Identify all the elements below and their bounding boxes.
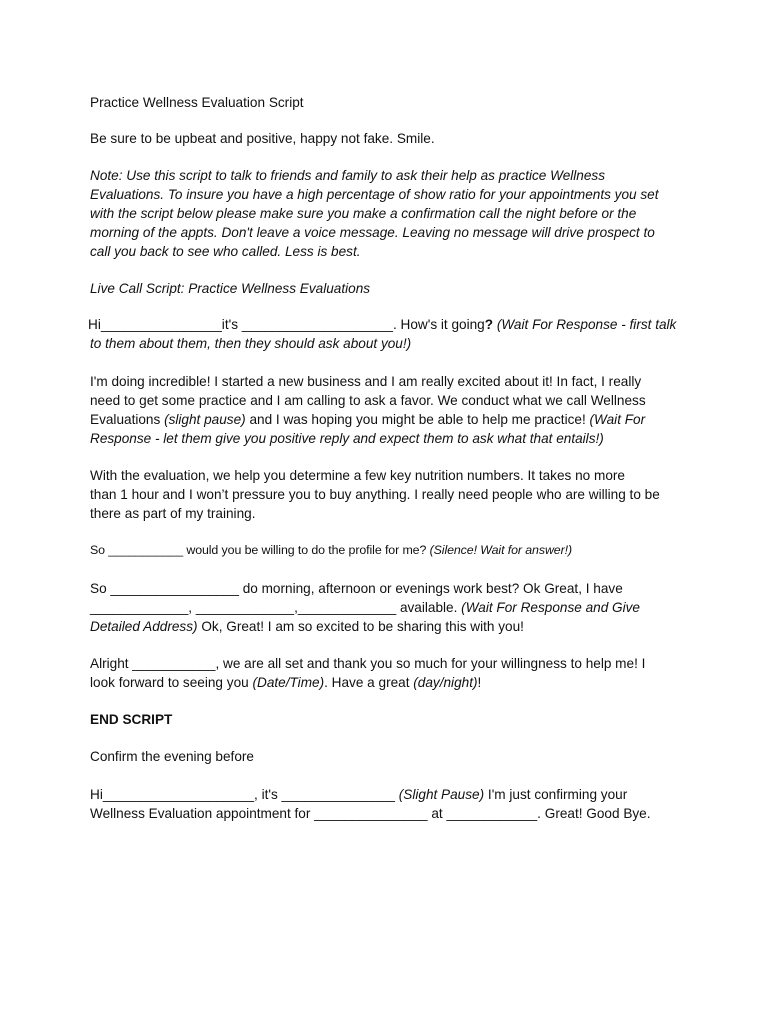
p4-direction: (Wait For Response and Give: [461, 600, 640, 615]
confirm-text-a: Hi____________________, it's _______________: [90, 787, 399, 802]
p1-direction-pause: (slight pause): [164, 412, 246, 427]
paragraph-3: [90, 541, 572, 560]
p3-question: So ___________ would you be willing to do the profile for me?: [90, 543, 427, 557]
p5-day-night: (day/night): [413, 675, 478, 690]
note-line-4: morning of the appts. Don't leave a voice message. Leaving no message will drive prospect to: [90, 225, 655, 240]
confirm-line-2: Wellness Evaluation appointment for _______________ at ____________. Great! Good Bye.: [90, 806, 651, 821]
paragraph-1-line-1: I'm doing incredible! I started a new business and I am really excited about it! In fact, I really: [90, 374, 642, 389]
confirm-direction: (Slight Pause): [398, 787, 485, 802]
live-call-heading: Live Call Script: Practice Wellness Evaluations: [90, 281, 371, 296]
intro-text: Be sure to be upbeat and positive, happy not fake. Smile.: [90, 131, 435, 146]
note-line-1: Note: Use this script to talk to friends and family to ask their help as practice Wellness: [90, 168, 606, 183]
p1-direction-wait: (Wait For: [589, 412, 646, 427]
paragraph-5-line-2: [90, 674, 481, 693]
confirm-line-1: [90, 786, 627, 805]
p4-text-b: Ok, Great! I am so excited to be sharing this with you!: [197, 619, 524, 634]
p1-text-c: and I was hoping you might be able to help me practice!: [245, 412, 590, 427]
p4-direction-address: Detailed Address): [90, 619, 198, 634]
confirm-heading: Confirm the evening before: [90, 749, 254, 764]
p4-text-a: _____________, _____________,_____________ available.: [90, 600, 462, 615]
greeting-line-1: [88, 316, 676, 335]
paragraph-4-line-2: [90, 599, 640, 618]
note-line-2: Evaluations. To insure you have a high percentage of show ratio for your appointments you set: [90, 187, 659, 202]
note-line-5: call you back to see who called. Less is best.: [90, 244, 361, 259]
p5-text-c: . Have a great: [324, 675, 414, 690]
paragraph-5-line-1: Alright ___________, we are all set and thank you so much for your willingness to help me! I: [90, 656, 646, 671]
end-script-label: END SCRIPT: [90, 712, 173, 727]
confirm-text-c: I'm just confirming your: [484, 787, 628, 802]
p5-date-time: (Date/Time): [252, 675, 325, 690]
paragraph-2-line-3: there as part of my training.: [90, 506, 256, 521]
greeting-line-2: to them about them, then they should ask about you!): [90, 336, 412, 351]
paragraph-1-line-2: need to get some practice and I am calling to ask a favor. We conduct what we call Wellness: [90, 393, 646, 408]
note-line-3: with the script below please make sure you make a confirmation call the night before or the: [90, 206, 637, 221]
p5-text-e: !: [477, 675, 482, 690]
greeting-direction: (Wait For Response - first talk: [493, 317, 677, 332]
p1-text-a: Evaluations: [90, 412, 165, 427]
greeting-text: Hi________________it's ____________________. How's it going: [88, 317, 485, 332]
p5-text-a: look forward to seeing you: [90, 675, 253, 690]
document-title: Practice Wellness Evaluation Script: [90, 95, 304, 110]
paragraph-2-line-2: than 1 hour and I won’t pressure you to buy anything. I really need people who are willing to be: [90, 487, 660, 502]
paragraph-4-line-3: [90, 618, 524, 637]
paragraph-2-line-1: With the evaluation, we help you determine a few key nutrition numbers. It takes no more: [90, 468, 625, 483]
paragraph-1-line-4: Response - let them give you positive reply and expect them to ask what that entails!): [90, 431, 604, 446]
paragraph-1-line-3: [90, 411, 645, 430]
greeting-question: ?: [484, 317, 494, 332]
paragraph-4-line-1: So _________________ do morning, afternoon or evenings work best? Ok Great, I have: [90, 581, 623, 596]
p3-direction: (Silence! Wait for answer!): [426, 543, 572, 557]
